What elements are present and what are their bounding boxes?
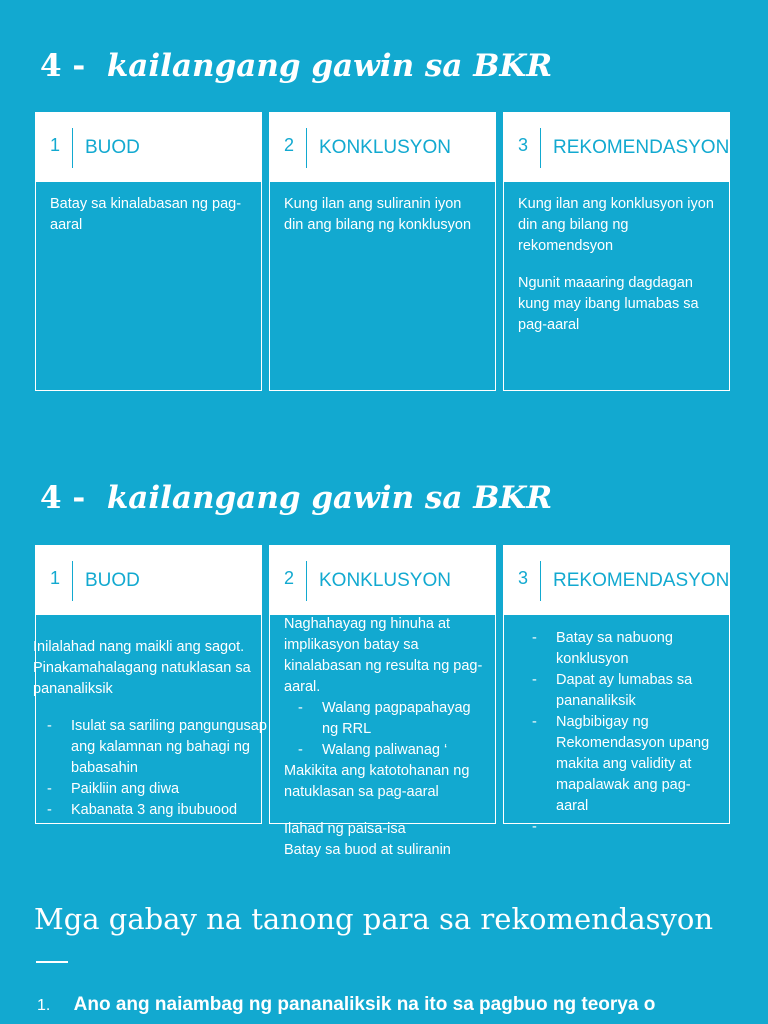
section-2-title	[40, 480, 552, 516]
card-body	[270, 182, 495, 236]
list-item: - Walang paliwanag ‘	[298, 740, 484, 761]
card-label: BUOD	[85, 137, 140, 158]
rekomendasyon-bullet-list	[532, 628, 722, 817]
card-header	[270, 113, 495, 182]
konklusyon-after: Makikita ang katotohanan ng natuklasan sa pag-aaral	[284, 763, 470, 800]
card-number: 2	[284, 568, 295, 588]
buod-detail-content	[33, 637, 273, 821]
list-item: - Walang pagpapahayag ng RRL	[298, 698, 484, 740]
konklusyon-detail-content	[284, 614, 484, 861]
card-buod	[35, 112, 262, 391]
card-divider	[540, 128, 541, 168]
list-item: - Paikliin ang diwa	[47, 779, 273, 800]
card-label: KONKLUSYON	[319, 570, 451, 591]
list-item: - Kabanata 3 ang ibubuood	[47, 800, 273, 821]
list-item: - Dapat ay lumabas sa pananaliksik	[532, 670, 722, 712]
card-paragraph: Ngunit maaaring dagdagan kung may ibang lumabas sa pag-aaral	[518, 275, 699, 333]
card-number: 1	[50, 135, 61, 155]
title-underline	[36, 961, 68, 963]
konklusyon-bullet-list	[298, 698, 484, 761]
card-divider	[72, 561, 73, 601]
rekomendasyon-detail-content	[532, 628, 722, 817]
card-paragraph: Batay sa kinalabasan ng pag-aaral	[50, 196, 242, 233]
section-2-title-text: kailangang gawin sa BKR	[106, 480, 553, 516]
card-label: KONKLUSYON	[319, 137, 451, 158]
buod-intro-line: Inilalahad nang maikli ang sagot.	[33, 639, 245, 655]
list-item: - Batay sa nabuong konklusyon	[532, 628, 722, 670]
question-number: 1.	[37, 997, 51, 1014]
card-paragraph: Kung ilan ang konklusyon iyon din ang bilang ng rekomendsyon	[518, 196, 714, 254]
card-number: 1	[50, 568, 61, 588]
card-label: REKOMENDASYON	[553, 137, 730, 158]
section-2-title-num: 4 -	[40, 480, 86, 516]
section-1-title-text: kailangang gawin sa BKR	[106, 48, 553, 84]
card-paragraph: Kung ilan ang suliranin iyon din ang bilang ng konklusyon	[284, 196, 472, 233]
section-1-title	[40, 48, 552, 84]
card-divider	[306, 128, 307, 168]
card-rekomendasyon	[503, 112, 730, 391]
card-divider	[306, 561, 307, 601]
section-1-title-num: 4 -	[40, 48, 86, 84]
card-divider	[540, 561, 541, 601]
list-item: - Nagbibigay ng Rekomendasyon upang makita ang validity at mapalawak ang pag-aaral	[532, 712, 722, 817]
buod-intro-line: Pinakamahalagang natuklasan sa pananaliksik	[33, 660, 251, 697]
card-number: 3	[518, 135, 529, 155]
konklusyon-tail-line: Ilahad ng paisa-isa	[284, 821, 406, 837]
card-header	[36, 546, 261, 615]
card-body	[504, 182, 729, 336]
card-header	[504, 113, 729, 182]
question-item	[37, 994, 655, 1016]
card-header	[270, 546, 495, 615]
card-konklusyon	[269, 112, 496, 391]
card-header	[504, 546, 729, 615]
card-number: 3	[518, 568, 529, 588]
card-number: 2	[284, 135, 295, 155]
konklusyon-intro: Naghahayag ng hinuha at implikasyon batay sa kinalabasan ng resulta ng pag-aaral.	[284, 616, 483, 695]
card-body	[36, 182, 261, 236]
card-label: REKOMENDASYON	[553, 570, 730, 591]
buod-bullet-list	[47, 716, 273, 821]
list-item: - Isulat sa sariling pangungusap ang kalamnan ng bahagi ng babasahin	[47, 716, 273, 779]
question-text: Ano ang naiambag ng pananaliksik na ito sa pagbuo ng teorya o	[73, 994, 656, 1015]
card-header	[36, 113, 261, 182]
card-label: BUOD	[85, 570, 140, 591]
gabay-title: Mga gabay na tanong para sa rekomendasyon	[34, 902, 714, 936]
konklusyon-tail-line: Batay sa buod at suliranin	[284, 842, 451, 858]
card-divider	[72, 128, 73, 168]
